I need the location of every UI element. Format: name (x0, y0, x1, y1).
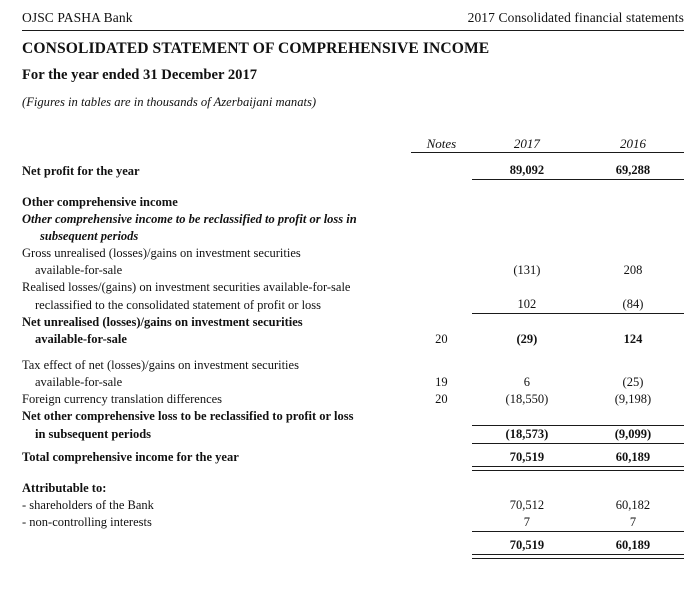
row-notes (411, 514, 472, 532)
row-value-2016: 60,189 (615, 537, 651, 552)
row-value-2017 (472, 357, 582, 374)
table-row (22, 211, 684, 228)
table-row (22, 357, 684, 374)
row-notes (411, 279, 472, 296)
row-notes (411, 497, 472, 514)
spacer (22, 153, 684, 162)
spacer (22, 348, 684, 357)
table-row (22, 279, 684, 296)
row-value-2017: (18,550) (505, 392, 549, 406)
table-row (22, 537, 684, 555)
row-notes (411, 296, 472, 314)
row-notes (411, 426, 472, 444)
row-value-2016: (25) (622, 375, 644, 389)
row-label: reclassified to the consolidated statement of profit or loss (35, 297, 322, 312)
row-notes: 20 (435, 392, 448, 406)
row-value-2016: 208 (623, 263, 643, 277)
row-notes (411, 480, 472, 497)
table-row (22, 194, 684, 211)
table-row (22, 391, 684, 408)
column-header-notes: Notes (426, 136, 457, 151)
row-value-2016: 60,189 (615, 449, 651, 464)
row-notes: 20 (435, 332, 448, 346)
figures-note: (Figures in tables are in thousands of Azerbaijani manats) (22, 95, 317, 109)
row-value-2017: 70,519 (509, 449, 545, 464)
row-label: Other comprehensive income to be reclassified to profit or loss in (22, 212, 357, 226)
row-value-2016 (582, 357, 684, 374)
row-value-2016 (582, 408, 684, 425)
row-value-2017: 70,512 (509, 497, 545, 512)
row-value-2016: (84) (622, 297, 644, 311)
table-row (22, 374, 684, 391)
table-row (22, 245, 684, 262)
row-label: Other comprehensive income (22, 195, 178, 209)
row-value-2017: 70,519 (509, 537, 545, 552)
row-notes (411, 262, 472, 279)
row-value-2017 (472, 480, 582, 497)
table-row (22, 514, 684, 532)
row-value-2017 (472, 245, 582, 262)
row-value-2016 (582, 314, 684, 331)
row-value-2016: 7 (629, 514, 637, 529)
page-title: CONSOLIDATED STATEMENT OF COMPREHENSIVE INCOME (22, 40, 490, 57)
row-value-2017 (472, 279, 582, 296)
row-label: Net profit for the year (22, 163, 140, 178)
row-value-2017: 6 (523, 375, 531, 389)
row-value-2016: 60,182 (615, 497, 651, 512)
table-row (22, 262, 684, 279)
table-row (22, 296, 684, 314)
row-notes (411, 537, 472, 555)
row-value-2016: 69,288 (615, 163, 651, 177)
column-header-label (22, 136, 411, 153)
row-value-2016 (582, 279, 684, 296)
row-value-2016 (582, 245, 684, 262)
spacer (22, 180, 684, 194)
page-subtitle: For the year ended 31 December 2017 (22, 67, 258, 83)
row-notes (411, 449, 472, 467)
row-label: Net unrealised (losses)/gains on investment securities (22, 315, 303, 329)
row-value-2016 (582, 480, 684, 497)
row-notes (411, 314, 472, 331)
table-row (22, 408, 684, 425)
row-label: Gross unrealised (losses)/gains on investment securities (22, 246, 301, 260)
row-notes (411, 162, 472, 180)
table-row (22, 426, 684, 444)
row-value-2017: (29) (516, 332, 538, 346)
table-row (22, 331, 684, 348)
row-double-underline (22, 554, 684, 558)
table-row (22, 449, 684, 467)
row-label: - shareholders of the Bank (22, 497, 154, 512)
spacer (22, 470, 684, 480)
row-label: - non-controlling interests (22, 515, 152, 529)
row-label: available-for-sale (35, 332, 127, 346)
row-label: Attributable to: (22, 480, 107, 495)
column-header-year-2017: 2017 (513, 136, 540, 151)
comprehensive-income-table (22, 136, 684, 559)
row-value-2016: 124 (623, 332, 643, 346)
running-header (22, 10, 684, 30)
header-company-name: OJSC PASHA Bank (22, 10, 133, 25)
table-row (22, 314, 684, 331)
table-header-row (22, 136, 684, 153)
row-value-2017: 102 (517, 297, 537, 311)
column-header-year-2016: 2016 (619, 136, 646, 151)
row-label (22, 537, 411, 555)
row-value-2017: 7 (523, 514, 531, 529)
table-row (22, 228, 684, 245)
row-label: Tax effect of net (losses)/gains on investment securities (22, 358, 299, 372)
row-notes (411, 408, 472, 425)
table-row (22, 162, 684, 180)
header-divider (22, 30, 684, 31)
row-value-2017 (472, 314, 582, 331)
row-value-2017 (472, 194, 582, 211)
table-row (22, 480, 684, 497)
row-value-2017: (131) (513, 263, 541, 277)
row-label: in subsequent periods (35, 427, 152, 441)
row-value-2016: (9,099) (614, 426, 652, 441)
row-label: available-for-sale (35, 263, 123, 277)
table-row (22, 497, 684, 514)
row-notes: 19 (435, 375, 448, 389)
row-value-2017: 89,092 (509, 163, 545, 177)
row-label: subsequent periods (40, 229, 139, 243)
row-notes (411, 245, 472, 262)
row-value-2017 (472, 408, 582, 425)
row-label: Foreign currency translation differences (22, 392, 223, 406)
header-report-name: 2017 Consolidated financial statements (467, 10, 684, 25)
row-notes (411, 194, 472, 211)
row-notes (411, 357, 472, 374)
row-label: Total comprehensive income for the year (22, 450, 239, 464)
row-label: Realised losses/(gains) on investment securities available-for-sale (22, 280, 351, 294)
row-label: Net other comprehensive loss to be reclassified to profit or loss (22, 409, 354, 423)
row-value-2017: (18,573) (505, 426, 549, 441)
row-value-2016: (9,198) (614, 392, 652, 406)
row-label: available-for-sale (35, 375, 123, 389)
row-value-2016 (582, 194, 684, 211)
